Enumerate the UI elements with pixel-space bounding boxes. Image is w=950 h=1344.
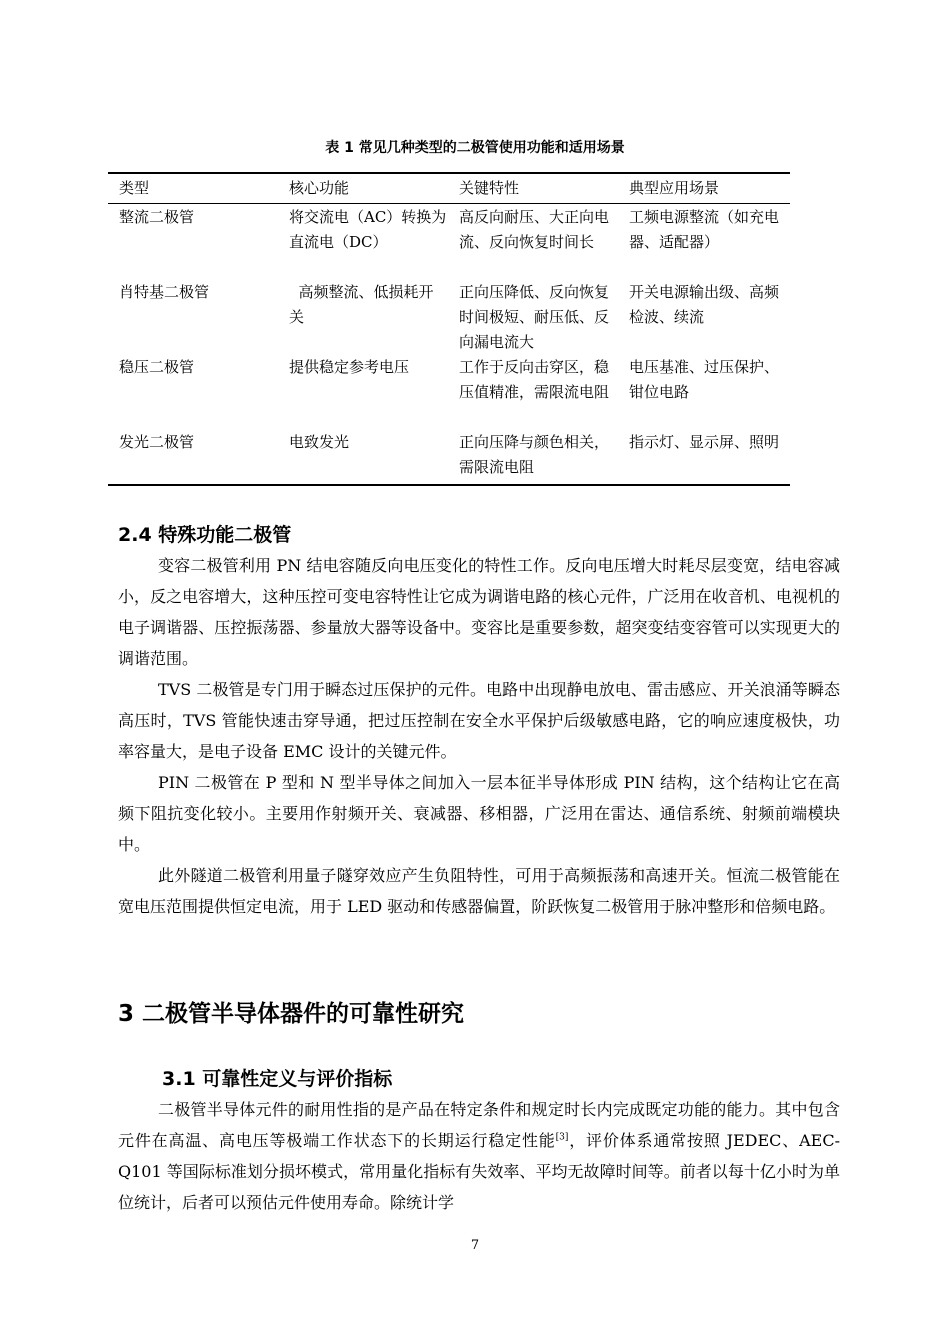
table-row	[108, 354, 790, 429]
paragraph-text: 二极管半导体元件的耐用性指的是产品在特定条件和规定时长内完成既定功能的能力。其中包含元件在高温、高电压等极端工作状态下的长期运行稳定性能	[118, 1100, 840, 1150]
citation-ref: [3]	[555, 1132, 569, 1143]
paragraph: PIN 二极管在 P 型和 N 型半导体之间加入一层本征半导体形成 PIN 结构，这个结构让它在高频下阻抗变化较小。主要用作射频开关、衰减器、移相器，广泛用在雷达、通信系统、射频前端模块中。	[118, 773, 840, 854]
page-number: 7	[470, 1238, 480, 1253]
table-cell: 发光二极管	[119, 433, 195, 451]
table-cell: 正向压降低、反向恢复时间极短、耐压低、反向漏电流大	[459, 283, 610, 351]
table-header-cell: 关键特性	[459, 179, 520, 197]
table-row	[108, 429, 790, 484]
table-header-cell: 典型应用场景	[629, 179, 720, 197]
table-caption: 表 1 常见几种类型的二极管使用功能和适用场景	[325, 140, 625, 156]
table-cell: 高频整流、低损耗开关	[289, 283, 434, 326]
paragraph-text: ，评价体系通常按照 JEDEC、AEC-Q101 等国际标准划分损坏模式，常用量化指标有失效率、平均无故障时间等。前者以每十亿小时为单位统计，后者可以预估元件使用寿命。除统计学	[118, 1131, 840, 1212]
table-cell: 电致发光	[289, 433, 350, 451]
diode-types-table	[108, 172, 790, 486]
table-header-cell: 类型	[119, 179, 150, 197]
table-cell: 工频电源整流（如充电器、适配器）	[629, 208, 780, 251]
paragraph	[118, 1094, 840, 1218]
table-row	[108, 279, 790, 354]
table-cell: 将交流电（AC）转换为直流电（DC）	[289, 208, 447, 251]
paragraph: TVS 二极管是专门用于瞬态过压保护的元件。电路中出现静电放电、雷击感应、开关浪涌等瞬态高压时，TVS 管能快速击穿导通，把过压控制在安全水平保护后级敏感电路，它的响应速度极快，功率容量大，是电子设备 EMC 设计的关键元件。	[118, 680, 840, 761]
section-heading-2-4: 2.4 特殊功能二极管	[118, 524, 292, 546]
section-heading-3-1: 3.1 可靠性定义与评价指标	[162, 1068, 393, 1090]
table-cell: 稳压二极管	[119, 358, 195, 376]
table-cell: 肖特基二极管	[119, 283, 210, 301]
table-header-cell: 核心功能	[289, 179, 350, 197]
table-cell: 高反向耐压、大正向电流、反向恢复时间长	[459, 208, 610, 251]
table-cell: 指示灯、显示屏、照明	[629, 433, 780, 451]
paragraph: 此外隧道二极管利用量子隧穿效应产生负阻特性，可用于高频振荡和高速开关。恒流二极管能在宽电压范围提供恒定电流，用于 LED 驱动和传感器偏置，阶跃恢复二极管用于脉冲整形和倍频电路。	[118, 866, 840, 916]
table-row	[108, 204, 790, 279]
table-cell: 电压基准、过压保护、钳位电路	[629, 358, 780, 401]
paragraph: 变容二极管利用 PN 结电容随反向电压变化的特性工作。反向电压增大时耗尽层变宽，结电容减小，反之电容增大，这种压控可变电容特性让它成为调谐电路的核心元件，广泛用在收音机、电视机的电子调谐器、压控振荡器、参量放大器等设备中。变容比是重要参数，超突变结变容管可以实现更大的调谐范围。	[118, 556, 840, 668]
table-cell: 工作于反向击穿区，稳压值精准，需限流电阻	[459, 358, 610, 401]
section-heading-3: 3 二极管半导体器件的可靠性研究	[118, 1001, 465, 1027]
table-cell: 开关电源输出级、高频检波、续流	[629, 283, 780, 326]
table-cell: 整流二极管	[119, 208, 195, 226]
table-cell: 提供稳定参考电压	[289, 358, 410, 376]
table-cell: 正向压降与颜色相关，需限流电阻	[459, 433, 610, 476]
table-header-row	[108, 174, 790, 204]
